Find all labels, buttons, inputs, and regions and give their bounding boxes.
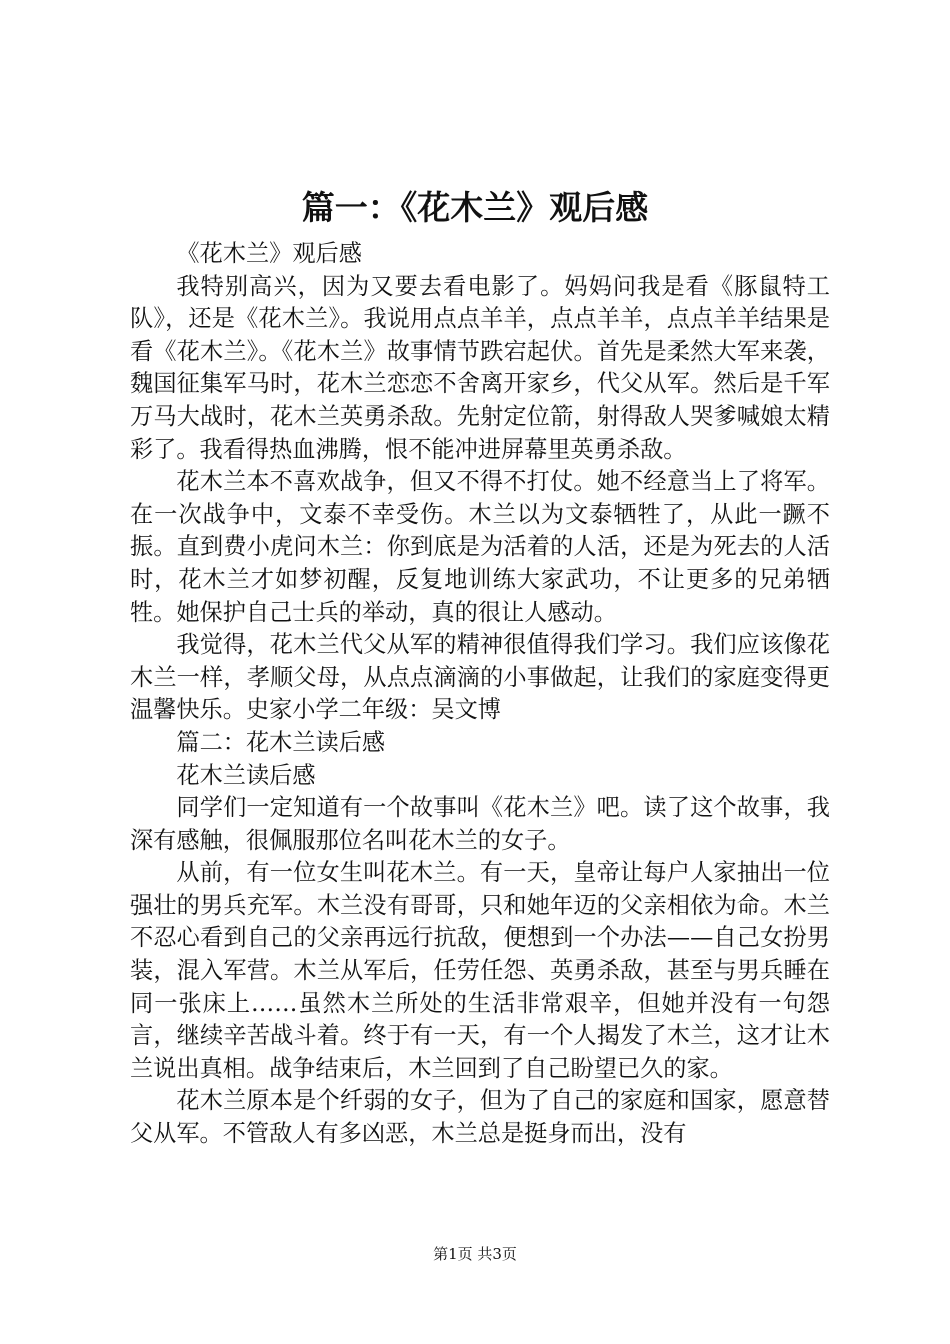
document-title: 篇一：《花木兰》观后感 xyxy=(301,188,649,227)
paragraph: 花木兰原本是个纤弱的女子，但为了自己的家庭和国家，愿意替父从军。不管敌人有多凶恶，木兰总是挺身而出，没有 xyxy=(130,1087,830,1148)
section-heading: 篇二：花木兰读后感 xyxy=(176,728,386,756)
paragraph: 我觉得，花木兰代父从军的精神很值得我们学习。我们应该像花木兰一样，孝顺父母，从点点滴滴的小事做起，让我们的家庭变得更温馨快乐。史家小学二年级：吴文博 xyxy=(130,631,830,724)
document-body xyxy=(130,238,830,1151)
page-footer: 第1页 共3页 xyxy=(433,1245,517,1263)
paragraph: 同学们一定知道有一个故事叫《花木兰》吧。读了这个故事，我深有感触，很佩服那位名叫花木兰的女子。 xyxy=(130,794,830,854)
paragraph: 花木兰读后感 xyxy=(176,761,316,789)
paragraph: 花木兰本不喜欢战争，但又不得不打仗。她不经意当上了将军。在一次战争中，文泰不幸受伤。木兰以为文泰牺牲了，从此一蹶不振。直到费小虎问木兰：你到底是为活着的人活，还是为死去的人活时，花木兰才如梦初醒，反复地训练大家武功，不让更多的兄弟牺牲。她保护自己士兵的举动，真的很让人感动。 xyxy=(130,468,830,626)
paragraph: 《花木兰》观后感 xyxy=(176,240,362,267)
paragraph: 我特别高兴，因为又要去看电影了。妈妈问我是看《豚鼠特工队》，还是《花木兰》。我说用点点羊羊，点点羊羊，点点羊羊结果是看《花木兰》。《花木兰》故事情节跌宕起伏。首先是柔然大军来袭，魏国征集军马时，花木兰恋恋不舍离开家乡，代父从军。然后是千军万马大战时，花木兰英勇杀敌。先射定位箭，射得敌人哭爹喊娘太精彩了。我看得热血沸腾，恨不能冲进屏幕里英勇杀敌。 xyxy=(130,272,830,463)
paragraph: 从前，有一位女生叫花木兰。有一天，皇帝让每户人家抽出一位强壮的男兵充军。木兰没有哥哥，只和她年迈的父亲相依为命。木兰不忍心看到自己的父亲再远行抗敌，便想到一个办法——自己女扮男装，混入军营。木兰从军后，任劳任怨、英勇杀敌，甚至与男兵睡在同一张床上……虽然木兰所处的生活非常艰辛，但她并没有一句怨言，继续辛苦战斗着。终于有一天，有一个人揭发了木兰，这才让木兰说出真相。战争结束后，木兰回到了自己盼望已久的家。 xyxy=(130,859,830,1082)
